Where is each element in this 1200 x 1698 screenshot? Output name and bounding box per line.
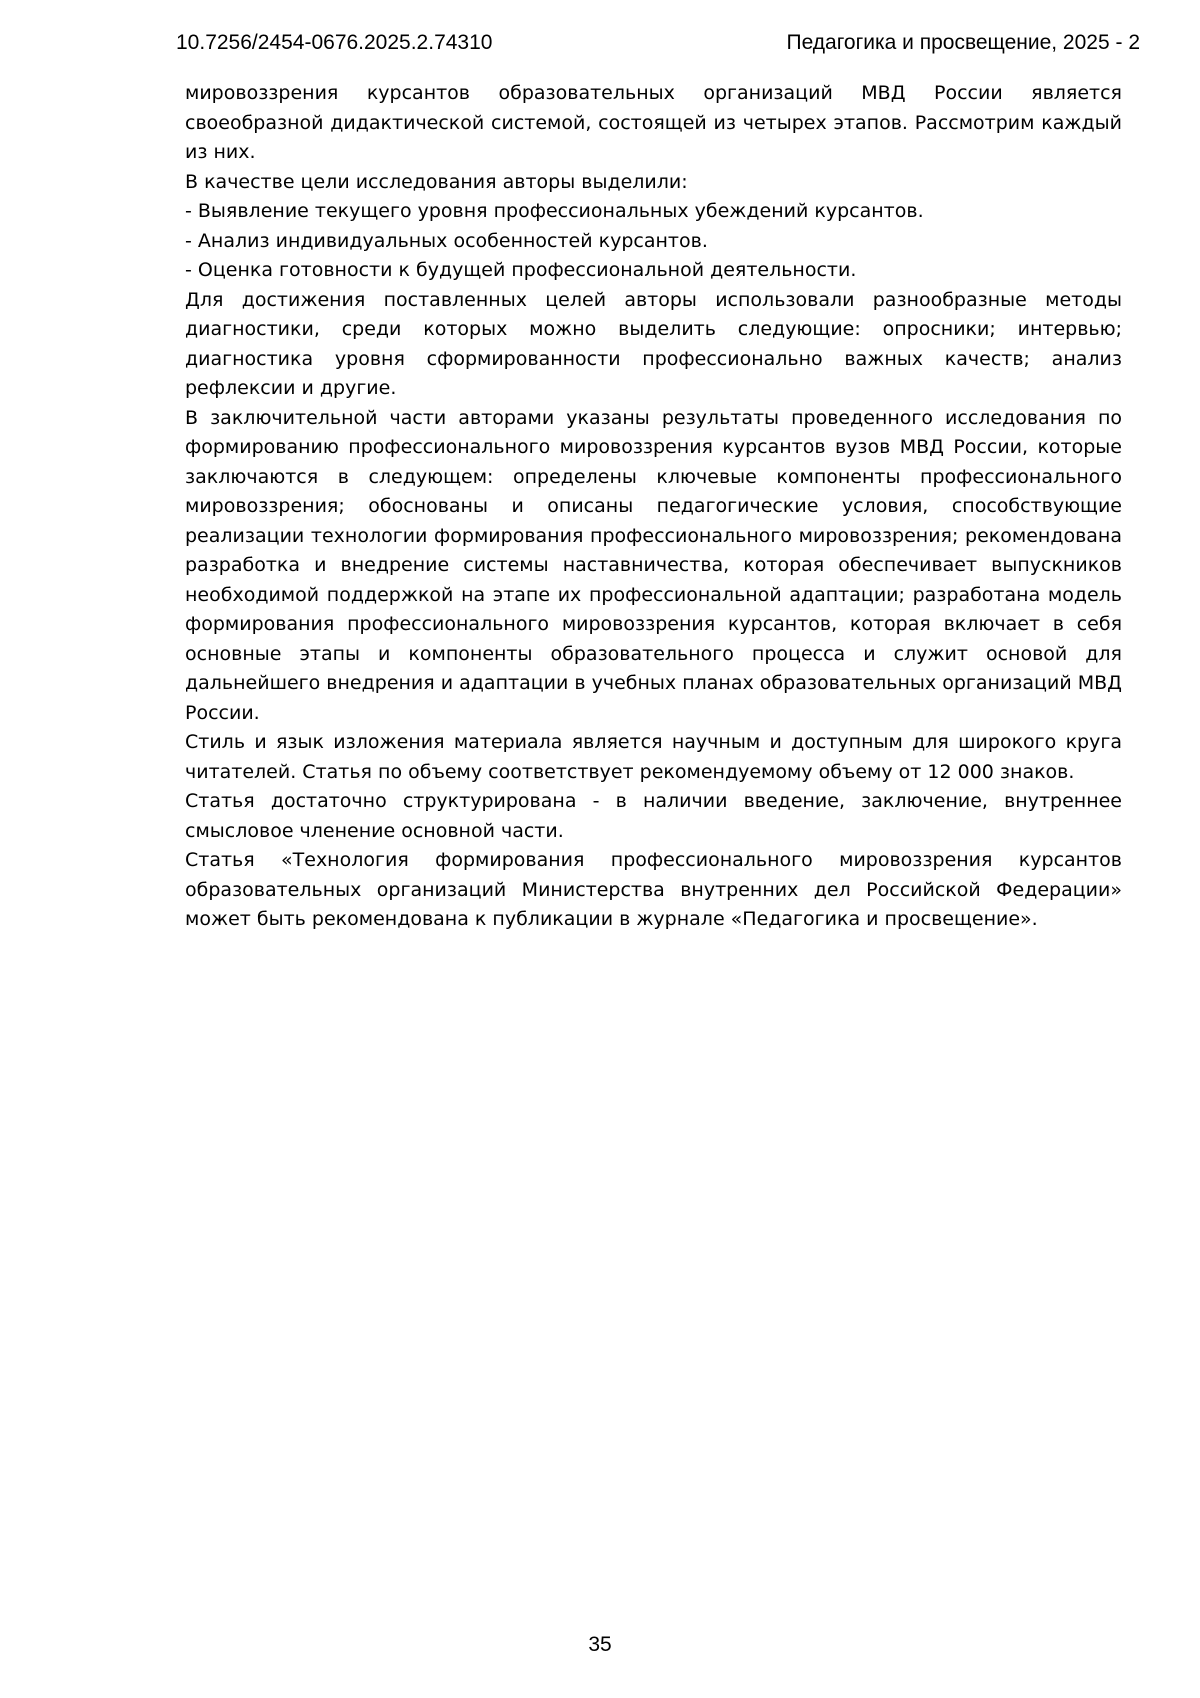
page-footer [0, 1633, 1200, 1657]
doi-text: 10.7256/2454-0676.2025.2.74310 [176, 31, 493, 54]
body-paragraph: Статья достаточно структурирована - в наличии введение, заключение, внутреннее смысловое членение основной части. [185, 790, 1122, 842]
body-paragraph: Стиль и язык изложения материала является научным и доступным для широкого круга читателей. Статья по объему соответствует рекомендуемому объему от 12 000 знаков. [185, 731, 1122, 783]
body-paragraph: - Анализ индивидуальных особенностей курсантов. [185, 229, 708, 252]
review-text-block [185, 79, 1122, 935]
journal-title: Педагогика и просвещение, 2025 - 2 [786, 31, 1140, 54]
body-paragraph: Для достижения поставленных целей авторы использовали разнообразные методы диагностики, среди которых можно выделить следующие: опросники; интервью; диагностика уровня сформированности профессионально важных качеств; анализ рефлексии и другие. [185, 288, 1122, 399]
body-paragraph: Статья «Технология формирования профессионального мировоззрения курсантов образовательных организаций Министерства внутренних дел Российской Федерации» может быть рекомендована к публикации в журнале «Педагогика и просвещение». [185, 849, 1122, 930]
body-paragraph: мировоззрения курсантов образовательных организаций МВД России является своеобразной дидактической системой, состоящей из четырех этапов. Рассмотрим каждый из них. [185, 82, 1122, 163]
body-paragraph: - Оценка готовности к будущей профессиональной деятельности. [185, 259, 857, 281]
page-header [176, 31, 1140, 55]
page-number: 35 [588, 1633, 612, 1656]
body-paragraph: - Выявление текущего уровня профессиональных убеждений курсантов. [185, 200, 924, 222]
body-paragraph: В заключительной части авторами указаны результаты проведенного исследования по формированию профессионального мировоззрения курсантов вузов МВД России, которые заключаются в следующем: определены ключевые компоненты профессионального мировоззрения; обоснованы и описаны педагогические условия, способствующие реализации технологии формирования профессионального мировоззрения; рекомендована разработка и внедрение системы наставничества, которая обеспечивает выпускников необходимой поддержкой на этапе их профессиональной адаптации; разработана модель формирования профессионального мировоззрения курсантов, которая включает в себя основные этапы и компоненты образовательного процесса и служит основой для дальнейшего внедрения и адаптации в учебных планах образовательных организаций МВД России. [185, 406, 1122, 724]
body-paragraph: В качестве цели исследования авторы выделили: [185, 170, 688, 193]
